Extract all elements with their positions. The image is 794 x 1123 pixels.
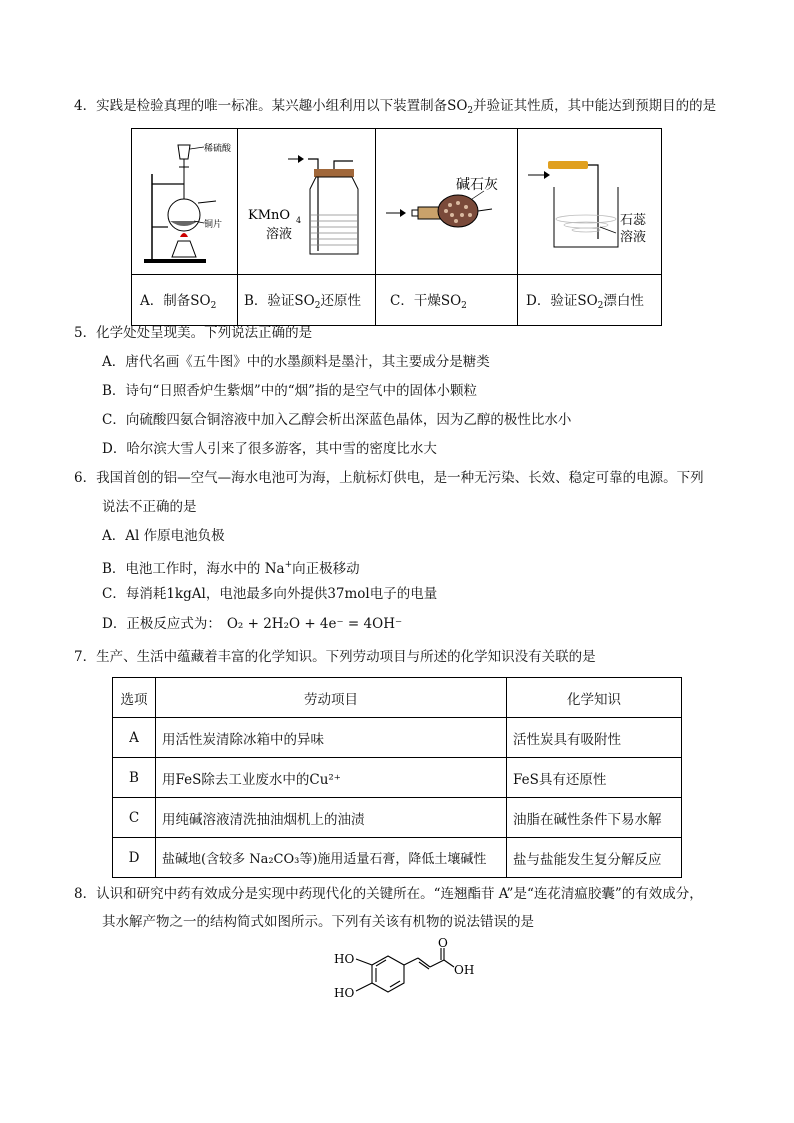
q5-option-a: A．唐代名画《五牛图》中的水墨颜料是墨汁，其主要成分是糖类 bbox=[102, 354, 490, 370]
table-cell: 盐与盐能发生复分解反应 bbox=[507, 838, 682, 878]
q4-apparatus-table bbox=[131, 128, 662, 326]
q5-option-b: B．诗句“日照香炉生紫烟”中的“烟”指的是空气中的固体小颗粒 bbox=[102, 383, 478, 399]
svg-text:碱石灰: 碱石灰 bbox=[456, 177, 498, 193]
q6-stem-line1: 6．我国首创的铝—空气—海水电池可为海，上航标灯供电，是一种无污染、长效、稳定可靠的电源。下列 bbox=[74, 470, 704, 486]
apparatus-a bbox=[132, 129, 238, 275]
svg-text:溶液: 溶液 bbox=[266, 227, 293, 242]
table-cell: 用活性炭清除冰箱中的异味 bbox=[156, 718, 507, 758]
table-cell: 活性炭具有吸附性 bbox=[507, 718, 682, 758]
header-cell: 选项 bbox=[113, 678, 156, 718]
svg-text:KMnO: KMnO bbox=[248, 208, 291, 223]
q5-stem: 5．化学处处呈现美。下列说法正确的是 bbox=[74, 325, 313, 341]
table-cell: B bbox=[113, 758, 156, 798]
q5-option-c: C．向硫酸四氨合铜溶液中加入乙醇会析出深蓝色晶体，因为乙醇的极性比水小 bbox=[102, 412, 572, 428]
q6-stem-line2: 说法不正确的是 bbox=[102, 499, 197, 515]
table-cell: 用FeS除去工业废水中的Cu²⁺ bbox=[156, 758, 507, 798]
q8-stem-line1: 8．认识和研究中药有效成分是实现中药现代化的关键所在。“连翘酯苷 A”是“连花清瘟胶囊”的有效成分， bbox=[74, 886, 703, 902]
q6-option-b: B．电池工作时，海水中的 Na+向正极移动 bbox=[102, 560, 360, 577]
table-header-row bbox=[113, 678, 682, 718]
svg-text:HO: HO bbox=[334, 986, 355, 1000]
apparatus-c bbox=[376, 129, 518, 275]
q5-option-d: D．哈尔滨大雪人引来了很多游客，其中雪的密度比水大 bbox=[102, 441, 437, 457]
q6-option-c: C．每消耗1kgAl，电池最多向外提供37mol电子的电量 bbox=[102, 586, 438, 602]
table-cell: FeS具有还原性 bbox=[507, 758, 682, 798]
apparatus-b bbox=[238, 129, 376, 275]
table-row bbox=[113, 798, 682, 838]
table-row bbox=[113, 838, 682, 878]
option-4b: B．验证$SO_2$还原性 bbox=[238, 275, 376, 326]
option-4d: D．验证$SO_2$漂白性 bbox=[518, 275, 662, 326]
table-cell: 用纯碱溶液清洗抽油烟机上的油渍 bbox=[156, 798, 507, 838]
header-cell: 劳动项目 bbox=[156, 678, 507, 718]
option-4a: A．制备$SO_2$ bbox=[132, 275, 238, 326]
svg-text:O: O bbox=[438, 936, 448, 950]
table-row bbox=[113, 718, 682, 758]
table-cell: A bbox=[113, 718, 156, 758]
apparatus-d bbox=[518, 129, 662, 275]
svg-text:4: 4 bbox=[296, 216, 302, 225]
q8-stem-line2: 其水解产物之一的结构简式如图所示。下列有关该有机物的说法错误的是 bbox=[102, 914, 534, 930]
q7-stem: 7．生产、生活中蕴藏着丰富的化学知识。下列劳动项目与所述的化学知识没有关联的是 bbox=[74, 649, 596, 665]
svg-text:铜片: 铜片 bbox=[204, 220, 223, 230]
q4-stem: 4．实践是检验真理的唯一标准。某兴趣小组利用以下装置制备$SO_2$并验证其性质，其中能达到预期目的的是 bbox=[74, 98, 717, 116]
svg-text:稀硫酸: 稀硫酸 bbox=[204, 144, 232, 154]
table-cell: D bbox=[113, 838, 156, 878]
table-cell: 盐碱地(含较多 Na₂CO₃等)施用适量石膏，降低土壤碱性 bbox=[156, 838, 507, 878]
q6-option-d: D．正极反应式为： O₂ + 2H₂O + 4e⁻ = 4OH⁻ bbox=[102, 616, 403, 632]
svg-text:HO: HO bbox=[334, 952, 355, 966]
svg-text:石蕊: 石蕊 bbox=[620, 213, 647, 228]
table-row bbox=[113, 758, 682, 798]
q6-option-a: A．Al 作原电池负极 bbox=[102, 528, 225, 544]
svg-text:溶液: 溶液 bbox=[620, 230, 647, 245]
svg-text:OH: OH bbox=[454, 963, 475, 977]
header-cell: 化学知识 bbox=[507, 678, 682, 718]
option-4c: C．干燥$SO_2$ bbox=[376, 275, 518, 326]
caffeic-acid-structure bbox=[320, 936, 475, 1010]
table-cell: C bbox=[113, 798, 156, 838]
q7-table bbox=[112, 677, 682, 878]
table-cell: 油脂在碱性条件下易水解 bbox=[507, 798, 682, 838]
